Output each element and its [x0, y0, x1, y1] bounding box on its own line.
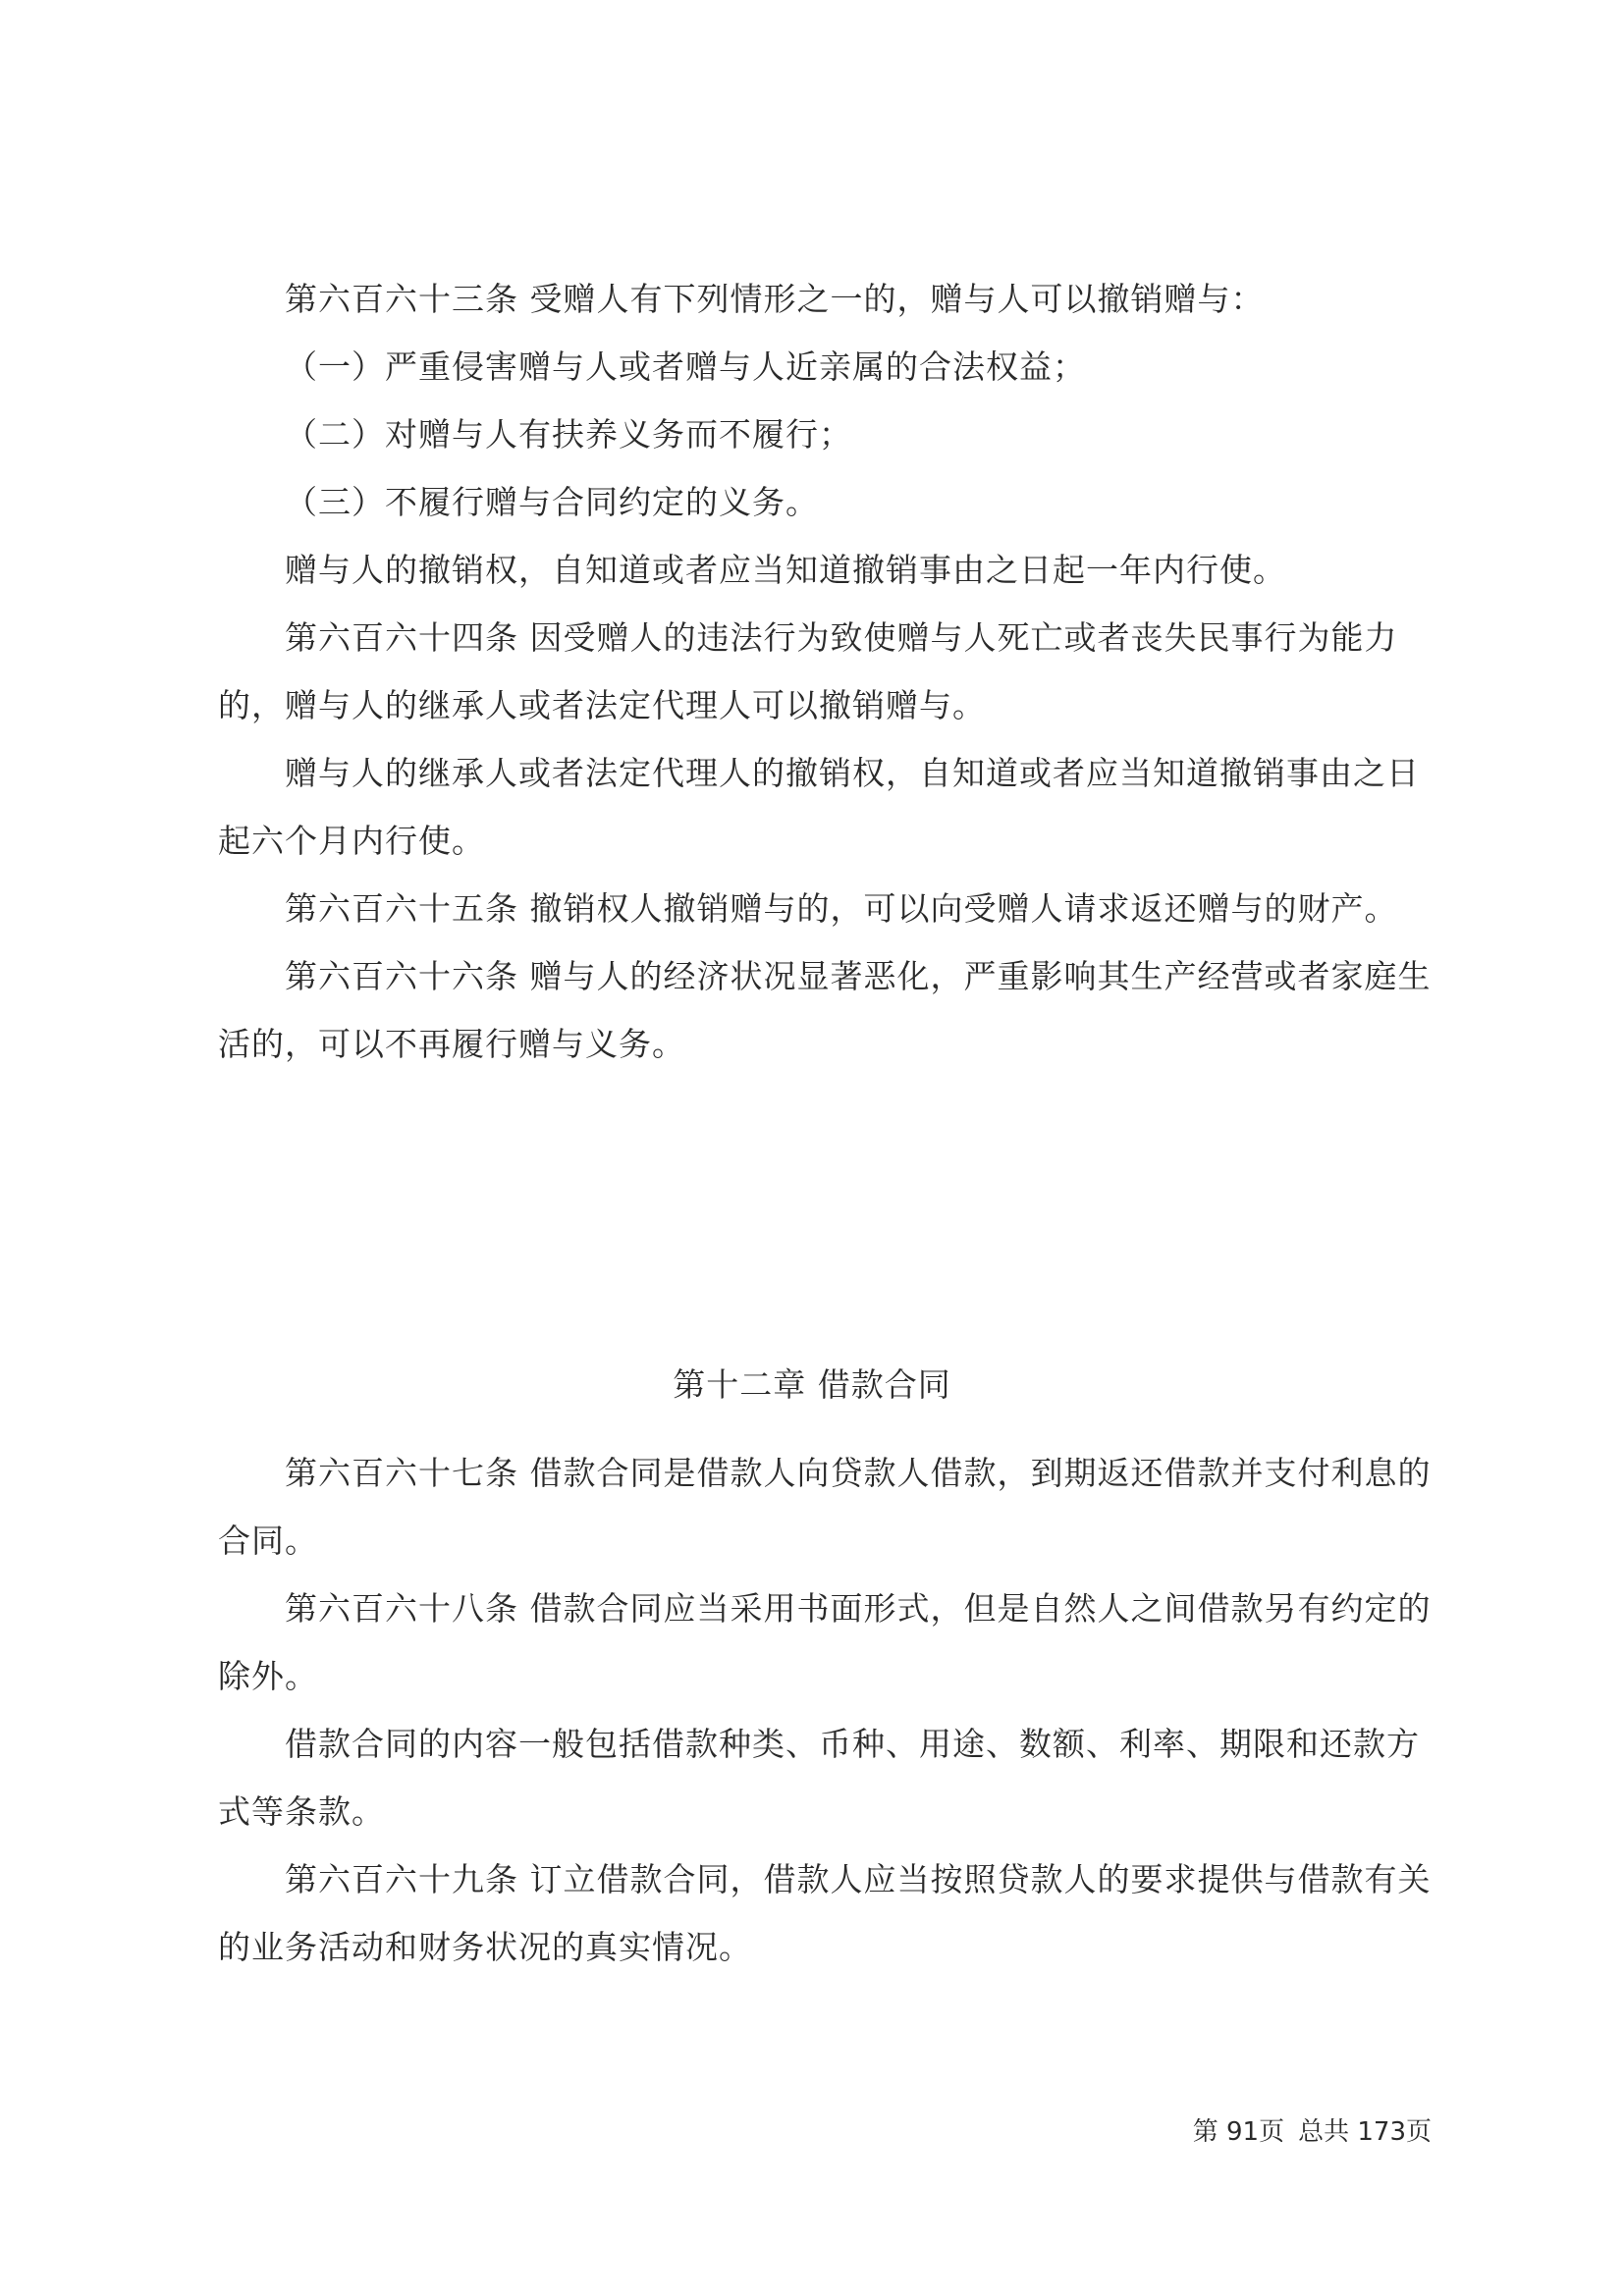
text-line: 第六百六十八条 借款合同应当采用书面形式，但是自然人之间借款另有约定的 — [285, 1589, 1432, 1628]
section-loan-contract — [218, 1439, 1432, 1981]
text-line: 借款合同的内容一般包括借款种类、币种、用途、数额、利率、期限和还款方 — [285, 1725, 1420, 1763]
text-line: 的，赠与人的继承人或者法定代理人可以撤销赠与。 — [218, 686, 986, 724]
text-line: 第六百六十五条 撤销权人撤销赠与的，可以向受赠人请求返还赠与的财产。 — [285, 889, 1398, 928]
page-footer — [1193, 2112, 1432, 2152]
text-line: 的业务活动和财务状况的真实情况。 — [218, 1928, 752, 1966]
text-line: 第六百六十七条 借款合同是借款人向贷款人借款，到期返还借款并支付利息的 — [285, 1454, 1432, 1492]
section-gift-revocation — [218, 265, 1432, 1078]
text-line: 赠与人的继承人或者法定代理人的撤销权，自知道或者应当知道撤销事由之日 — [285, 754, 1420, 792]
chapter-title: 第十二章 借款合同 — [673, 1365, 951, 1404]
text-line: （三）不履行赠与合同约定的义务。 — [285, 483, 819, 521]
page-total: 总共 173页 — [1298, 2117, 1432, 2147]
text-line: 除外。 — [218, 1657, 318, 1695]
text-line: （二）对赠与人有扶养义务而不履行； — [285, 415, 852, 454]
text-line: 式等条款。 — [218, 1792, 385, 1831]
page-number: 第 91页 — [1192, 2117, 1285, 2147]
text-line: 活的，可以不再履行赠与义务。 — [218, 1025, 685, 1063]
text-line: 合同。 — [218, 1522, 318, 1560]
text-line: 第六百六十六条 赠与人的经济状况显著恶化，严重影响其生产经营或者家庭生 — [285, 957, 1432, 995]
text-line: （一）严重侵害赠与人或者赠与人近亲属的合法权益； — [285, 347, 1086, 386]
text-line: 第六百六十九条 订立借款合同，借款人应当按照贷款人的要求提供与借款有关 — [285, 1860, 1432, 1898]
text-line: 第六百六十四条 因受赠人的违法行为致使赠与人死亡或者丧失民事行为能力 — [285, 618, 1398, 657]
text-line: 第六百六十三条 受赠人有下列情形之一的，赠与人可以撤销赠与： — [285, 280, 1265, 318]
text-line: 赠与人的撤销权，自知道或者应当知道撤销事由之日起一年内行使。 — [285, 551, 1286, 589]
text-line: 起六个月内行使。 — [218, 822, 485, 860]
